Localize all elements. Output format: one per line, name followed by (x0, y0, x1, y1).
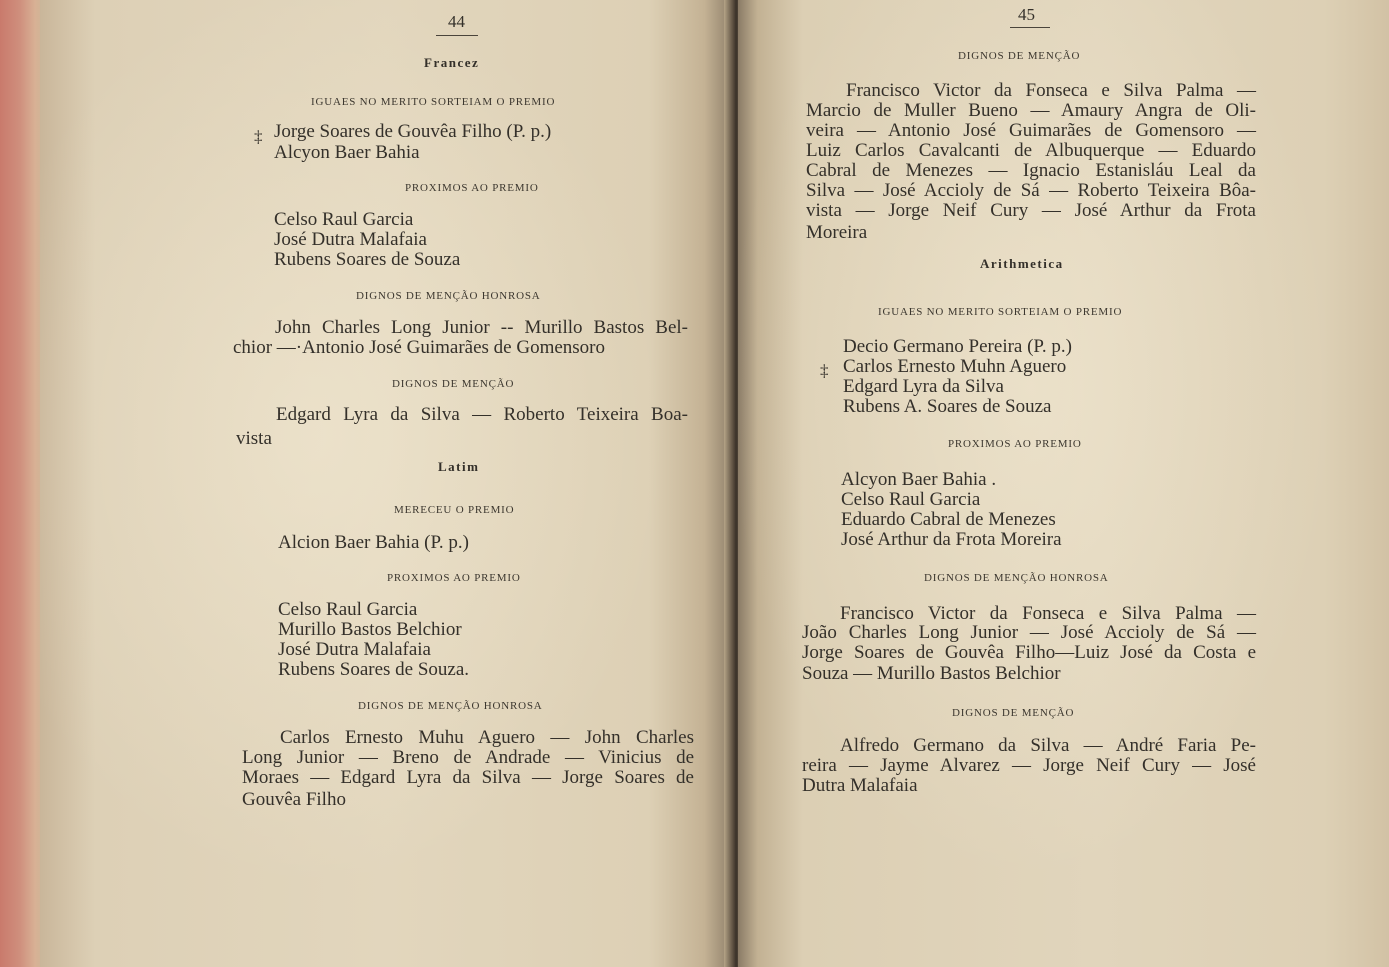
paragraph-line: Cabral de Menezes — Ignacio Estanisláu Leal da (806, 160, 1256, 181)
caption-proximos: PROXIMOS AO PREMIO (948, 438, 1082, 450)
paragraph-line: veira — Antonio José Guimarães de Gomensoro — (806, 120, 1256, 141)
paragraph-line: Carlos Ernesto Muhu Aguero — John Charles (280, 727, 694, 748)
caption-iguaes: IGUAES NO MERITO SORTEIAM O PREMIO (878, 306, 1123, 318)
paragraph-line: reira — Jayme Alvarez — Jorge Neif Cury — José (802, 755, 1256, 776)
paragraph-line: Long Junior — Breno de Andrade — Vinicius de (242, 747, 694, 768)
page-edges (0, 0, 44, 967)
caption-mencao: DIGNOS DE MENÇÃO (952, 707, 1075, 719)
paragraph-line: Francisco Victor da Fonseca e Silva Palma — (846, 80, 1256, 101)
list-item: José Dutra Malafaia (278, 639, 431, 660)
paragraph-line: Gouvêa Filho (242, 789, 346, 810)
caption-mencao-honrosa: DIGNOS DE MENÇÃO HONROSA (356, 290, 541, 302)
paragraph-line: Alfredo Germano da Silva — André Faria Pe- (840, 735, 1256, 756)
right-page (738, 0, 1389, 967)
paragraph-line: Jorge Soares de Gouvêa Filho—Luiz José da Costa e (802, 642, 1256, 663)
list-item: Rubens Soares de Souza (274, 249, 461, 270)
list-item: Alcyon Baer Bahia . (841, 469, 997, 490)
caption-mencao: DIGNOS DE MENÇÃO (958, 50, 1081, 62)
list-item: Eduardo Cabral de Menezes (841, 509, 1056, 530)
paragraph-line: Dutra Malafaia (802, 775, 918, 796)
caption-mencao-honrosa: DIGNOS DE MENÇÃO HONROSA (924, 572, 1109, 584)
paragraph-line: Silva — José Accioly de Sá — Roberto Teixeira Bôa- (806, 180, 1256, 201)
left-page (40, 0, 732, 967)
paragraph-line: vista — Jorge Neif Cury — José Arthur da Frota (806, 200, 1256, 221)
list-item: Murillo Bastos Belchior (278, 619, 462, 640)
double-dagger-mark: ‡ (254, 127, 263, 146)
paragraph-line: vista (236, 428, 272, 449)
paragraph-line: chior —·Antonio José Guimarães de Gomensoro (233, 337, 606, 358)
list-item: Celso Raul Garcia (278, 599, 418, 620)
paragraph-line: Moreira (806, 222, 868, 243)
section-heading-francez: Francez (424, 55, 480, 70)
paragraph-line: Moraes — Edgard Lyra da Silva — Jorge Soares de (242, 767, 694, 788)
list-item: Carlos Ernesto Muhn Aguero (843, 356, 1067, 377)
list-item: Celso Raul Garcia (841, 489, 981, 510)
list-item: José Arthur da Frota Moreira (841, 529, 1062, 550)
caption-proximos: PROXIMOS AO PREMIO (387, 572, 521, 584)
caption-proximos: PROXIMOS AO PREMIO (405, 182, 539, 194)
paragraph-line: João Charles Long Junior — José Accioly de Sá — (802, 622, 1256, 643)
paragraph-line: Marcio de Muller Bueno — Amaury Angra de Oli- (806, 100, 1256, 121)
list-item: Rubens A. Soares de Souza (843, 396, 1052, 417)
paragraph-line: Souza — Murillo Bastos Belchior (802, 663, 1061, 684)
list-item: Rubens Soares de Souza. (278, 659, 470, 680)
page-number-rule (436, 35, 478, 36)
page-number: 45 (1018, 5, 1035, 24)
list-item: Alcyon Baer Bahia (274, 142, 420, 163)
caption-iguaes: IGUAES NO MERITO SORTEIAM O PREMIO (311, 96, 556, 108)
caption-mencao: DIGNOS DE MENÇÃO (392, 378, 515, 390)
page-number-rule (1010, 27, 1050, 28)
section-heading-latim: Latim (438, 459, 480, 474)
list-item: Jorge Soares de Gouvêa Filho (P. p.) (274, 121, 552, 142)
list-item: José Dutra Malafaia (274, 229, 427, 250)
caption-mereceu: MERECEU O PREMIO (394, 504, 515, 516)
caption-mencao-honrosa: DIGNOS DE MENÇÃO HONROSA (358, 700, 543, 712)
winner-name: Alcion Baer Bahia (P. p.) (278, 532, 470, 553)
double-dagger-mark: ‡ (820, 361, 829, 380)
paragraph-line: John Charles Long Junior -- Murillo Bastos Bel- (275, 317, 688, 338)
paragraph-line: Francisco Victor da Fonseca e Silva Palma — (840, 603, 1256, 624)
list-item: Celso Raul Garcia (274, 209, 414, 230)
page-number: 44 (448, 12, 465, 31)
paragraph-line: Edgard Lyra da Silva — Roberto Teixeira Boa- (276, 404, 688, 425)
paragraph-line: Luiz Carlos Cavalcanti de Albuquerque — Eduardo (806, 140, 1256, 161)
section-heading-arithmetica: Arithmetica (980, 256, 1064, 271)
list-item: Decio Germano Pereira (P. p.) (843, 336, 1072, 357)
list-item: Edgard Lyra da Silva (843, 376, 1004, 397)
